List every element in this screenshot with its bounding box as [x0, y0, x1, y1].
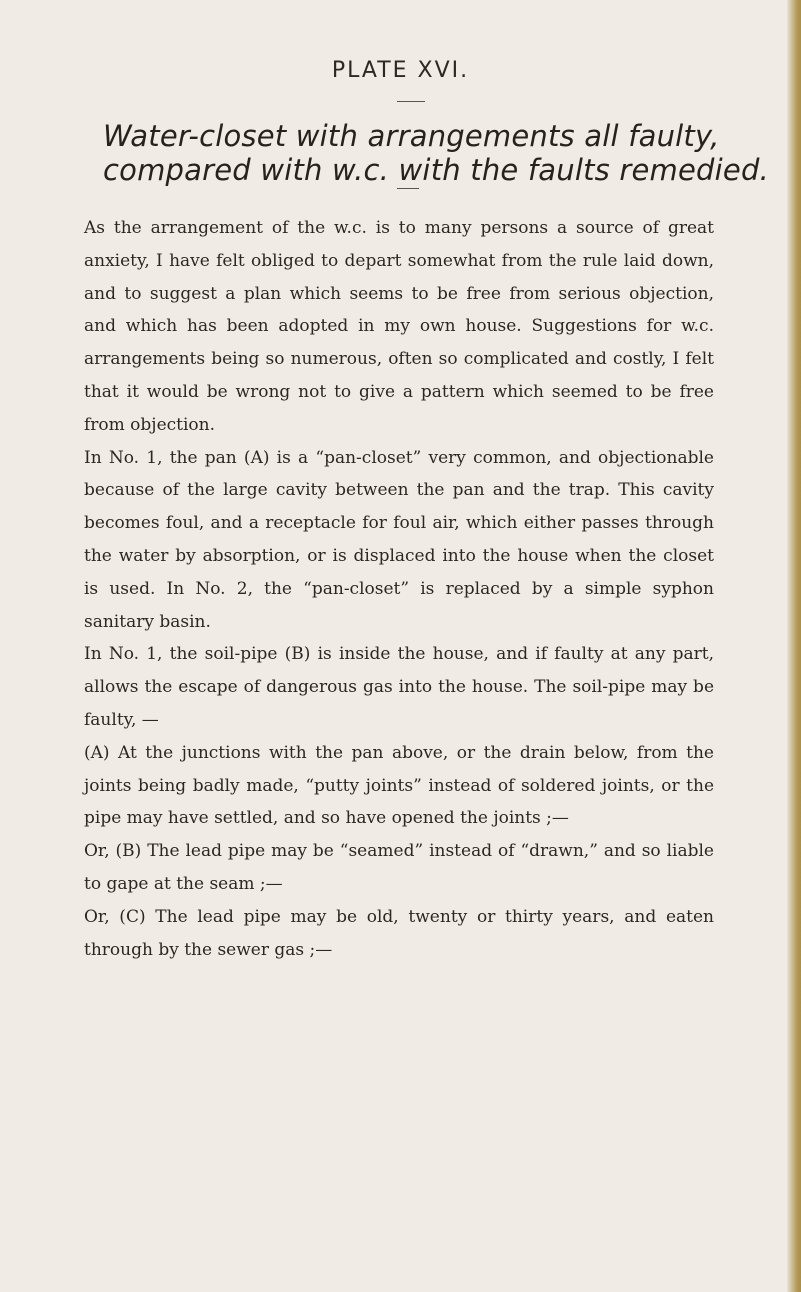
divider-rule [397, 101, 425, 102]
plate-title-line-2: compared with w.c. with the faults remedied. [103, 153, 769, 187]
paragraph: In No. 1, the pan (A) is a “pan-closet” very common, and objectionable because of the large cavity between the pan and the trap. This cavity becomes foul, and a receptacle for foul air, which either passes through the water by absorption, or is displaced into the house when the closet is used. In No. 2, the “pan-closet” is replaced by a simple syphon sanitary basin. [84, 447, 714, 632]
paragraph: Or, (B) The lead pipe may be “seamed” instead of “drawn,” and so liable to gape at the seam ;— [84, 841, 714, 894]
paragraph: In No. 1, the soil-pipe (B) is inside the house, and if faulty at any part, allows the escape of dangerous gas into the house. The soil-pipe may be faulty, — [84, 644, 714, 730]
plate-label: PLATE XVI. [331, 58, 470, 83]
page-edge [787, 0, 801, 1292]
paragraph: (A) At the junctions with the pan above, or the drain below, from the joints being badly made, “putty joints” instead of soldered joints, or the pipe may have settled, and so have opened the joints ;— [84, 742, 714, 829]
paragraph: Or, (C) The lead pipe may be old, twenty or thirty years, and eaten through by the sewer gas ;— [84, 906, 714, 960]
divider-rule [397, 188, 419, 189]
paragraph: As the arrangement of the w.c. is to many persons a source of great anxiety, I have felt obliged to depart somewhat from the rule laid down, and to suggest a plan which seems to be free from serious objection, and which has been adopted in my own house. Suggestions for w.c. arrangements being so numerous, often so complicated and costly, I felt that it would be wrong not to give a pattern which seemed to be free from objection. [84, 218, 714, 435]
plate-title-line-1: Water-closet with arrangements all faulty, [103, 119, 720, 153]
body-text [84, 212, 714, 966]
